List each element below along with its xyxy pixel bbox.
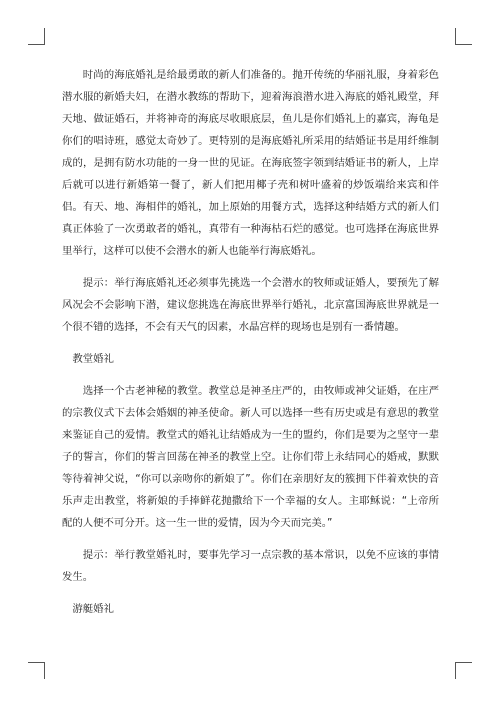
paragraph-underwater-tip: 提示：举行海底婚礼还必须事先挑选一个会潜水的牧师或证婚人，要预先了解风况会不会影响下潜，建议您挑选在海底世界举行婚礼，北京富国海底世界就是一个很不错的选择，不会有天气的因素，水晶宫样的现场也是别有一番情趣。 [62,277,439,333]
document-body [62,64,439,630]
paragraph-underwater-wedding: 时尚的海底婚礼是给最勇敢的新人们准备的。抛开传统的华丽礼服，身着彩色潜水服的新婚夫妇，在潜水教练的帮助下，迎着海浪潜水进入海底的婚礼殿堂，拜天地、做证婚石，并将神奇的海底尽收眼底层，鱼儿是你们婚礼上的嘉宾，海龟是你们的唱诗班，感觉太奇妙了。更特别的是海底婚礼所采用的结婚证书是用纤维制成的，是拥有防水功能的一身一世的见证。在海底签字领到结婚证书的新人，上岸后就可以进行新婚第一餐了，新人们把用椰子壳和树叶盛着的炒饭端给来宾和伴侣。有天、地、海相伴的婚礼，加上原始的用餐方式，选择这种结婚方式的新人们真正体验了一次勇敢者的婚礼，真带有一种海枯石烂的感觉。也可选择在海底世界里举行，这样可以使不会潜水的新人也能举行海底婚礼。 [62,69,439,257]
crop-mark-bottom-left [28,662,45,679]
paragraph-church-wedding: 选择一个古老神秘的教堂。教堂总是神圣庄严的，由牧师或神父证婚，在庄严的宗教仪式下去体会婚姻的神圣使命。新人可以选择一些有历史或是有意思的教堂来鉴证自己的爱情。教堂式的婚礼让结婚成为一生的盟约，你们是要为之坚守一辈子的誓言，你们的誓言回荡在神圣的教堂上空。让你们带上永结同心的婚戒，默默等待着神父说，“你可以亲吻你的新娘了”。你们在亲朋好友的簇拥下伴着欢快的音乐声走出教堂，将新娘的手捧鲜花抛撒给下一个幸福的女人。主耶稣说：“上帝所配的人便不可分开。这一生一世的爱情，因为今天而完美。” [62,385,439,529]
crop-mark-bottom-right [455,662,472,679]
crop-mark-top-left [28,28,45,45]
section-heading-church-wedding: 教堂婚礼 [72,353,114,365]
section-heading-yacht-wedding: 游艇婚礼 [72,603,114,615]
crop-mark-top-right [455,28,472,45]
paragraph-church-tip: 提示：举行教堂婚礼时，要事先学习一点宗教的基本常识，以免不应该的事情发生。 [62,549,439,583]
